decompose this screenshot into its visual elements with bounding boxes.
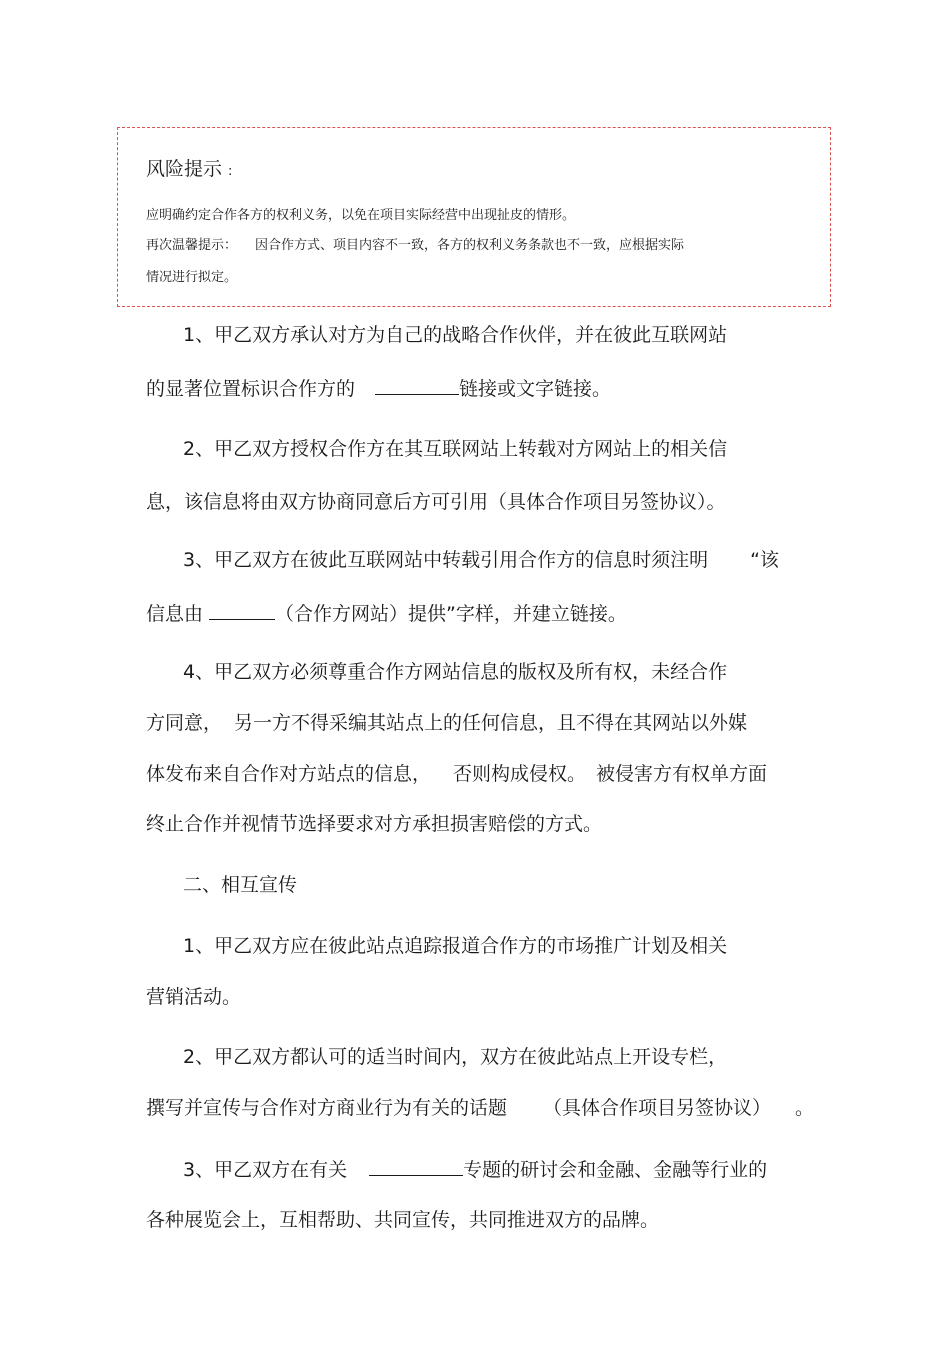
p3-line-2-a: 信息由 (146, 603, 204, 625)
p1-line-2 (146, 376, 611, 401)
p4-line-3 (146, 762, 767, 786)
p1-line-2-b: 链接或文字链接。 (459, 378, 612, 400)
s2p3-line-1-a: 3、甲乙双方在有关 (183, 1159, 348, 1181)
s2p2-line-2 (146, 1096, 814, 1120)
p1-line-2-a: 的显著位置标识合作方的 (146, 378, 356, 400)
risk-notice-box (117, 127, 831, 307)
risk-line-1: 应明确约定合作各方的权利义务，以免在项目实际经营中出现扯皮的情形。 (146, 208, 576, 223)
blank-partner-site (209, 601, 275, 620)
section-2-heading: 二、相互宣传 (183, 874, 298, 896)
p1-line-1: 1、甲乙双方承认对方为自己的战略合作伙伴，并在彼此互联网站 (183, 324, 728, 346)
risk-line-2 (146, 234, 684, 253)
p4-line-4: 终止合作并视情节选择要求对方承担损害赔偿的方式。 (146, 813, 603, 835)
risk-title-colon: : (228, 164, 233, 179)
s2p3-line-2: 各种展览会上，互相帮助、共同宣传，共同推进双方的品牌。 (146, 1209, 660, 1231)
risk-line-3: 情况进行拟定。 (146, 270, 238, 285)
p2-line-1: 2、甲乙双方授权合作方在其互联网站上转载对方网站上的相关信 (183, 438, 728, 460)
p4-line-3-a: 体发布来自合作对方站点的信息， (146, 763, 432, 785)
risk-line-2-prefix: 再次温馨提示： (146, 238, 238, 253)
risk-notice-title (146, 154, 232, 181)
p2-line-2: 息，该信息将由双方协商同意后方可引用（具体合作项目另签协议）。 (146, 491, 726, 513)
s2p1-line-2: 营销活动。 (146, 986, 242, 1008)
p3-line-1-b: “该 (750, 549, 779, 571)
risk-title-text: 风险提示 (146, 158, 223, 180)
p4-line-1: 4、甲乙双方必须尊重合作方网站信息的版权及所有权，未经合作 (183, 661, 728, 683)
p4-line-2-b: 另一方不得采编其站点上的任何信息，且不得在其网站以外媒 (234, 712, 748, 734)
s2p2-line-2-c: 。 (795, 1097, 815, 1119)
s2p2-line-2-b: （具体合作项目另签协议） (543, 1097, 772, 1119)
p3-line-1 (183, 548, 779, 572)
p4-line-3-b: 否则构成侵权。 (453, 763, 587, 785)
p3-line-1-a: 3、甲乙双方在彼此互联网站中转载引用合作方的信息时须注明 (183, 549, 709, 571)
s2p3-line-1-b: 专题的研讨会和金融、金融等行业的 (463, 1159, 768, 1181)
blank-link-type (375, 376, 459, 395)
blank-topic (369, 1157, 463, 1176)
s2p2-line-2-a: 撰写并宣传与合作对方商业行为有关的话题 (146, 1097, 508, 1119)
p4-line-3-c: 被侵害方有权单方面 (596, 763, 768, 785)
p4-line-2-a: 方同意， (146, 712, 223, 734)
s2p3-line-1 (183, 1157, 767, 1182)
p3-line-2-b: （合作方网站）提供”字样，并建立链接。 (275, 603, 627, 625)
risk-line-2-text: 因合作方式、项目内容不一致，各方的权利义务条款也不一致，应根据实际 (255, 238, 685, 253)
s2p2-line-1: 2、甲乙双方都认可的适当时间内，双方在彼此站点上开设专栏， (183, 1046, 728, 1068)
p4-line-2 (146, 711, 747, 735)
p3-line-2 (146, 601, 627, 626)
s2p1-line-1: 1、甲乙双方应在彼此站点追踪报道合作方的市场推广计划及相关 (183, 935, 728, 957)
